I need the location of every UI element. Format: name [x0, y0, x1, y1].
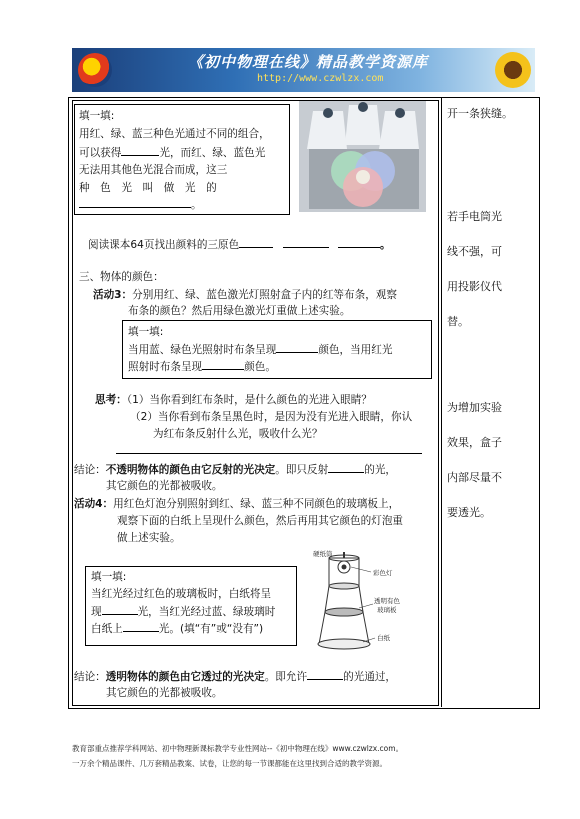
box2-line2: 照射时布条呈现 颜色。 — [128, 358, 276, 376]
site-logo-icon — [78, 53, 112, 87]
answer-line[interactable] — [116, 453, 422, 454]
colored-glass-apparatus-diagram — [313, 548, 421, 654]
blank-field[interactable] — [239, 236, 273, 248]
box3-line2: 现 光，当红光经过蓝、绿玻璃时 — [91, 603, 275, 621]
diagram-label-lamp: 彩色灯 — [373, 569, 393, 577]
side-note-8: 内部尽量不 — [447, 471, 502, 484]
header-banner — [72, 48, 535, 92]
diagram-label-tube: 硬纸筒 — [313, 550, 333, 558]
activity-4-line1: 活动4：用红色灯泡分别照射到红、绿、蓝三种不同颜色的玻璃板上， — [74, 498, 400, 510]
footer-line-1: 教育部重点推荐学科网站、初中物理新课标教学专业性网站--《初中物理在线》www.czwlzx.com。 — [72, 744, 404, 753]
box3-line3: 白纸上 光。(填“有”或“没有”) — [91, 620, 263, 638]
section-3-heading: 三、物体的颜色： — [79, 271, 164, 283]
side-note-4: 用投影仪代 — [447, 280, 502, 293]
sunflower-icon — [495, 52, 531, 88]
activity-4-line2: 观察下面的白纸上呈现什么颜色，然后再用其它颜色的灯泡重 — [117, 515, 404, 527]
activity-3-line1: 活动3：分别用红、绿、蓝色激光灯照射盒子内的红等布条，观察 — [93, 289, 397, 301]
blank-field[interactable] — [102, 603, 138, 615]
footer-line-2: 一万余个精品课件、几万套精品教案、试卷，让您的每一节课都能在这里找到合适的教学资源。 — [72, 759, 387, 768]
blank-field[interactable] — [328, 461, 364, 473]
side-note-6: 为增加实验 — [447, 401, 502, 414]
blank-field[interactable] — [121, 144, 159, 156]
activity-4-line3: 做上述实验。 — [117, 532, 181, 544]
blank-field[interactable] — [79, 196, 191, 208]
diagram-label-glass-2: 玻璃板 — [377, 606, 397, 614]
side-note-7: 效果，盒子 — [447, 436, 502, 449]
side-note-9: 要透光。 — [447, 506, 491, 519]
rgb-light-photo — [299, 101, 426, 212]
read-textbook-line: 阅读课本64页找出颜料的三原色 。 — [88, 236, 391, 254]
blank-field[interactable] — [338, 236, 380, 248]
conclusion-1-line2: 其它颜色的光都被吸收。 — [106, 480, 223, 492]
activity-3-line2: 布条的颜色？然后用绿色激光灯重做上述实验。 — [128, 305, 351, 317]
banner-title: 《初中物理在线》精品教学资源库 — [188, 53, 429, 71]
blank-field[interactable] — [123, 620, 159, 632]
blank-field[interactable] — [276, 341, 318, 353]
side-note-5: 替。 — [447, 315, 469, 328]
box1-line4: 种 色 光 叫 做 光 的 — [79, 182, 217, 194]
box1-line1: 用红、绿、蓝三种色光通过不同的组合， — [79, 128, 270, 140]
box3-heading: 填一填: — [91, 571, 127, 583]
side-note-1: 开一条狭缝。 — [447, 107, 513, 120]
box1-line3: 无法用其他色光混合而成，这三 — [79, 164, 228, 176]
box2-line1: 当用蓝、绿色光照射时布条呈现 颜色，当用红光 — [128, 341, 392, 359]
side-note-3: 线不强，可 — [447, 245, 502, 258]
box3-line1: 当红光经过红色的玻璃板时，白纸将呈 — [91, 588, 272, 600]
conclusion-1-line1: 结论：不透明物体的颜色由它反射的光决定。即只反射 的光， — [74, 461, 396, 479]
column-divider — [441, 97, 442, 707]
banner-url[interactable]: http://www.czwlzx.com — [257, 73, 384, 84]
box1-line2: 可以获得 光，而红、绿、蓝色光 — [79, 144, 265, 162]
box1-heading: 填一填: — [79, 110, 115, 122]
think-q2-line1: （2）当你看到布条呈黑色时，是因为没有光进入眼睛，你认 — [130, 411, 413, 423]
side-note-2: 若手电筒光 — [447, 210, 502, 223]
diagram-label-paper: 白纸 — [377, 634, 390, 642]
box2-heading: 填一填: — [128, 326, 164, 338]
think-q2-line2: 为红布条反射什么光，吸收什么光？ — [153, 428, 323, 440]
diagram-label-glass: 透明有色 — [374, 597, 400, 605]
blank-field[interactable] — [202, 358, 244, 370]
conclusion-2-line2: 其它颜色的光都被吸收。 — [106, 687, 223, 699]
box1-line5: 。 — [79, 196, 202, 214]
conclusion-2-line1: 结论：透明物体的颜色由它透过的光决定。即允许 的光通过， — [74, 668, 396, 686]
blank-field[interactable] — [307, 668, 343, 680]
think-q1: 思考：（1）当你看到红布条时，是什么颜色的光进入眼睛？ — [95, 394, 372, 406]
blank-field[interactable] — [283, 236, 329, 248]
